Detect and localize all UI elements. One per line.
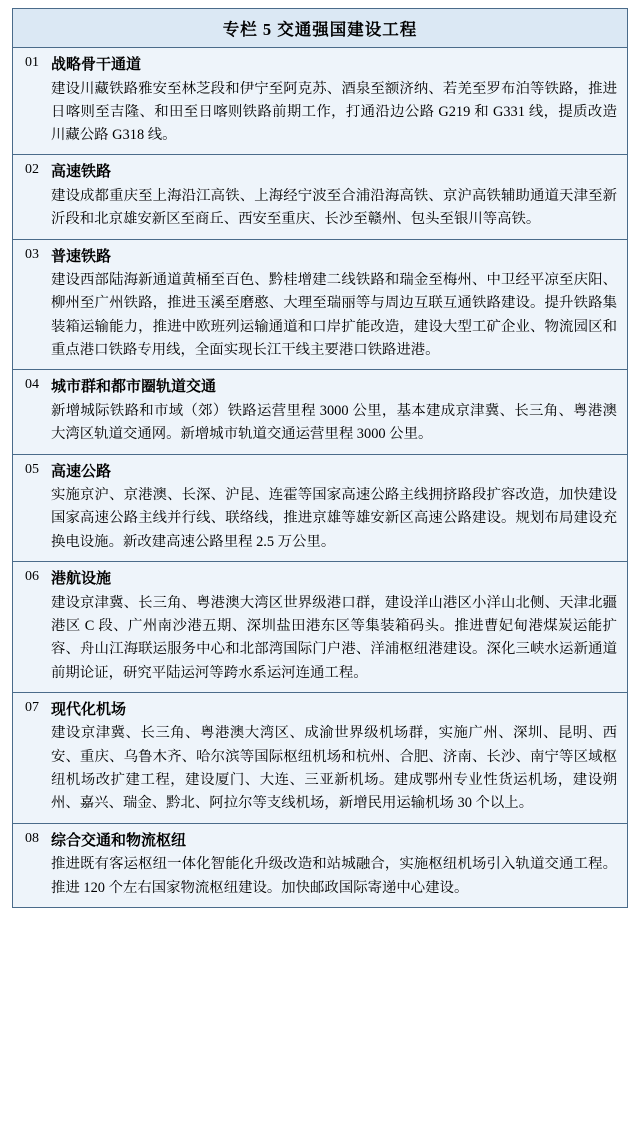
item-heading: 高速公路 [51, 463, 112, 480]
table-row [13, 48, 627, 155]
item-content [51, 155, 627, 238]
item-body: 建设川藏铁路雅安至林芝段和伊宁至阿克苏、酒泉至额济纳、若羌至罗布泊等铁路，推进日喀则至吉隆、和田至日喀则铁路前期工作，打通沿边公路 G219 和 G331 线，提质改造川藏公路 G318 线。 [51, 80, 617, 144]
item-number: 08 [25, 830, 39, 846]
item-number: 01 [25, 55, 39, 70]
item-heading: 高速铁路 [51, 164, 112, 181]
table-row [13, 240, 627, 371]
table-row [13, 370, 627, 454]
item-content [51, 455, 627, 561]
item-content [51, 48, 627, 154]
item-number: 03 [25, 246, 39, 262]
item-body: 建设成都重庆至上海沿江高铁、上海经宁波至合浦沿海高铁、京沪高铁辅助通道天津至新沂段和北京雄安新区至商丘、西安至重庆、长沙至赣州、包头至银川等高铁。 [51, 187, 617, 228]
table-row [13, 562, 627, 693]
box-title: 专栏 5 交通强国建设工程 [13, 9, 627, 48]
item-body: 建设京津冀、长三角、粤港澳大湾区、成渝世界级机场群，实施广州、深圳、昆明、西安、重庆、乌鲁木齐、哈尔滨等国际枢纽机场和杭州、合肥、济南、长沙、南宁等区域枢纽机场改扩建工程，建设厦门、大连、三亚新机场。建成鄂州专业性货运机场，建设朔州、嘉兴、瑞金、黔北、阿拉尔等支线机场，新增民用运输机场 30 个以上。 [51, 725, 617, 812]
item-heading: 普速铁路 [51, 248, 112, 265]
item-content [51, 240, 627, 370]
item-content [51, 824, 627, 907]
item-heading: 港航设施 [51, 571, 112, 588]
item-content [51, 370, 627, 453]
item-body: 实施京沪、京港澳、长深、沪昆、连霍等国家高速公路主线拥挤路段扩容改造，加快建设国家高速公路主线并行线、联络线，推进京雄等雄安新区高速公路建设。规划布局建设充换电设施。新改建高速公路里程 2.5 万公里。 [51, 487, 617, 550]
table-row [13, 824, 627, 907]
item-number: 05 [25, 461, 39, 477]
item-content [51, 562, 627, 692]
item-number: 02 [25, 162, 39, 178]
item-number: 04 [25, 377, 39, 393]
item-body: 新增城际铁路和市域（郊）铁路运营里程 3000 公里，基本建成京津冀、长三角、粤港澳大湾区轨道交通网。新增城市轨道交通运营里程 3000 公里。 [51, 402, 617, 443]
feature-box [12, 8, 628, 908]
item-body: 建设西部陆海新通道黄桶至百色、黔桂增建二线铁路和瑞金至梅州、中卫经平凉至庆阳、柳州至广州铁路，推进玉溪至磨憨、大理至瑞丽等与周边互联互通铁路建设。提升铁路集装箱运输能力，推进中欧班列运输通道和口岸扩能改造，建设大型工矿企业、物流园区和重点港口铁路专用线，全面实现长江干线主要港口铁路进港。 [51, 272, 617, 359]
item-heading: 战略骨干通道 [51, 57, 142, 73]
item-body: 推进既有客运枢纽一体化智能化升级改造和站城融合，实施枢纽机场引入轨道交通工程。推进 120 个左右国家物流枢纽建设。加快邮政国际寄递中心建设。 [51, 856, 617, 896]
table-row [13, 693, 627, 824]
item-heading: 现代化机场 [51, 701, 127, 718]
table-row [13, 155, 627, 239]
item-number: 06 [25, 569, 39, 585]
item-number: 07 [25, 699, 39, 715]
item-heading: 城市群和都市圈轨道交通 [51, 379, 217, 396]
table-row [13, 455, 627, 562]
item-body: 建设京津冀、长三角、粤港澳大湾区世界级港口群，建设洋山港区小洋山北侧、天津北疆港区 C 段、广州南沙港五期、深圳盐田港东区等集装箱码头。推进曹妃甸港煤炭运能扩容、舟山江海联运服务中心和北部湾国际门户港、洋浦枢纽港建设。深化三峡水运新通道前期论证，研究平陆运河等跨水系运河连通工程。 [51, 594, 617, 681]
item-content [51, 693, 627, 823]
item-heading: 综合交通和物流枢纽 [51, 832, 187, 849]
